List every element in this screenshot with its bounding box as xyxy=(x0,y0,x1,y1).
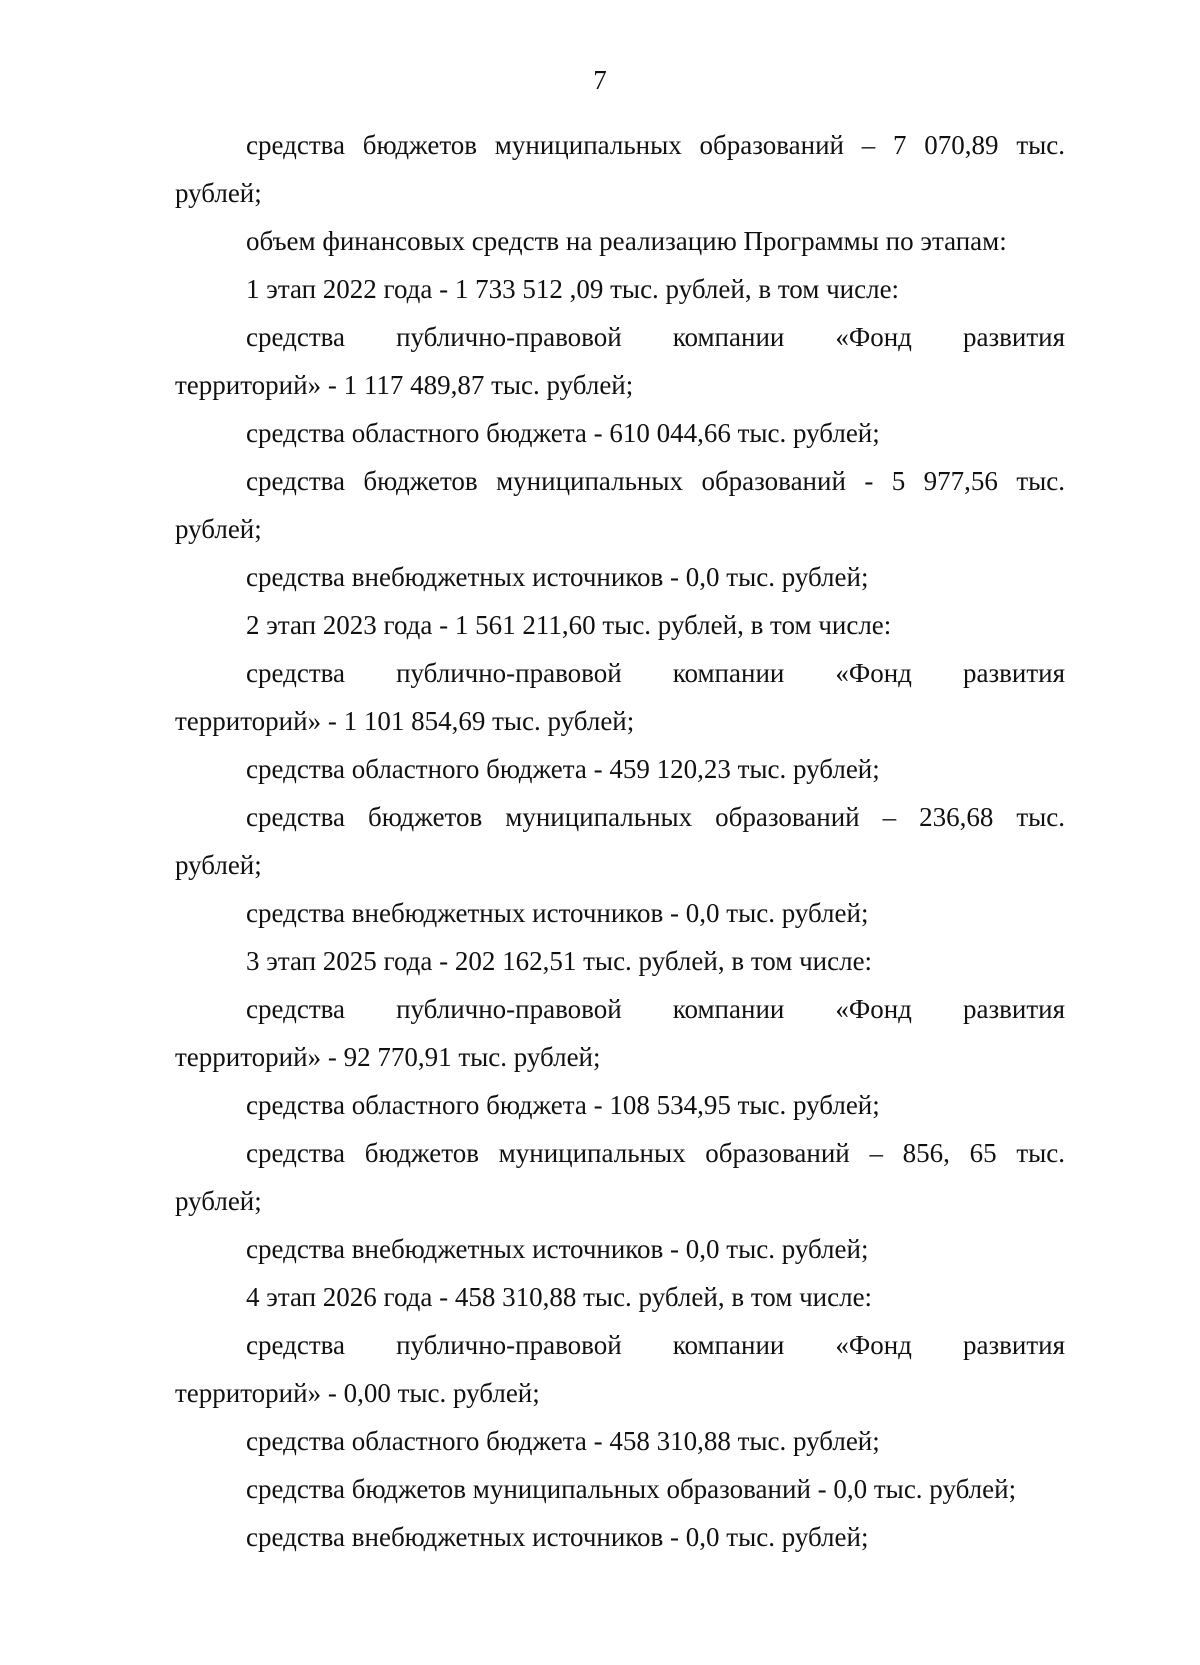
text-line: территорий» - 0,00 тыс. рублей; xyxy=(175,1378,540,1408)
text-line: средства публично-правовой компании «Фонд развития xyxy=(246,322,1065,352)
text-line: средства публично-правовой компании «Фонд развития xyxy=(246,1330,1065,1360)
text-line: средства областного бюджета - 458 310,88 тыс. рублей; xyxy=(246,1426,880,1456)
document-body xyxy=(175,121,1065,1561)
text-line: средства бюджетов муниципальных образований - 5 977,56 тыс. xyxy=(246,466,1065,496)
text-line: территорий» - 1 117 489,87 тыс. рублей; xyxy=(175,370,634,400)
text-line: средства публично-правовой компании «Фонд развития xyxy=(246,994,1065,1024)
text-line: средства публично-правовой компании «Фонд развития xyxy=(246,658,1065,688)
text-line: рублей; xyxy=(175,1186,262,1216)
page-number: 7 xyxy=(593,65,607,95)
text-line: средства бюджетов муниципальных образований – 7 070,89 тыс. xyxy=(246,130,1065,160)
text-line: средства бюджетов муниципальных образований - 0,0 тыс. рублей; xyxy=(246,1474,1017,1504)
text-line: средства внебюджетных источников - 0,0 тыс. рублей; xyxy=(246,1522,869,1552)
text-line: средства внебюджетных источников - 0,0 тыс. рублей; xyxy=(246,898,869,928)
text-line: средства областного бюджета - 459 120,23 тыс. рублей; xyxy=(246,754,880,784)
text-line: 1 этап 2022 года - 1 733 512 ,09 тыс. рублей, в том числе: xyxy=(246,274,900,304)
text-line: средства бюджетов муниципальных образований – 856, 65 тыс. xyxy=(246,1138,1065,1168)
text-line: 4 этап 2026 года - 458 310,88 тыс. рублей, в том числе: xyxy=(246,1282,873,1312)
text-line: территорий» - 1 101 854,69 тыс. рублей; xyxy=(175,706,635,736)
text-line: средства областного бюджета - 108 534,95 тыс. рублей; xyxy=(246,1090,880,1120)
text-line: средства бюджетов муниципальных образований – 236,68 тыс. xyxy=(246,802,1065,832)
text-line: средства внебюджетных источников - 0,0 тыс. рублей; xyxy=(246,562,869,592)
text-line: 2 этап 2023 года - 1 561 211,60 тыс. рублей, в том числе: xyxy=(246,610,892,640)
text-line: рублей; xyxy=(175,514,262,544)
text-line: средства внебюджетных источников - 0,0 тыс. рублей; xyxy=(246,1234,869,1264)
text-line: 3 этап 2025 года - 202 162,51 тыс. рублей, в том числе: xyxy=(246,946,873,976)
text-line: рублей; xyxy=(175,178,262,208)
text-line: рублей; xyxy=(175,850,262,880)
text-line: территорий» - 92 770,91 тыс. рублей; xyxy=(175,1042,601,1072)
text-line: объем финансовых средств на реализацию Программы по этапам: xyxy=(246,226,1007,256)
text-line: средства областного бюджета - 610 044,66 тыс. рублей; xyxy=(246,418,880,448)
